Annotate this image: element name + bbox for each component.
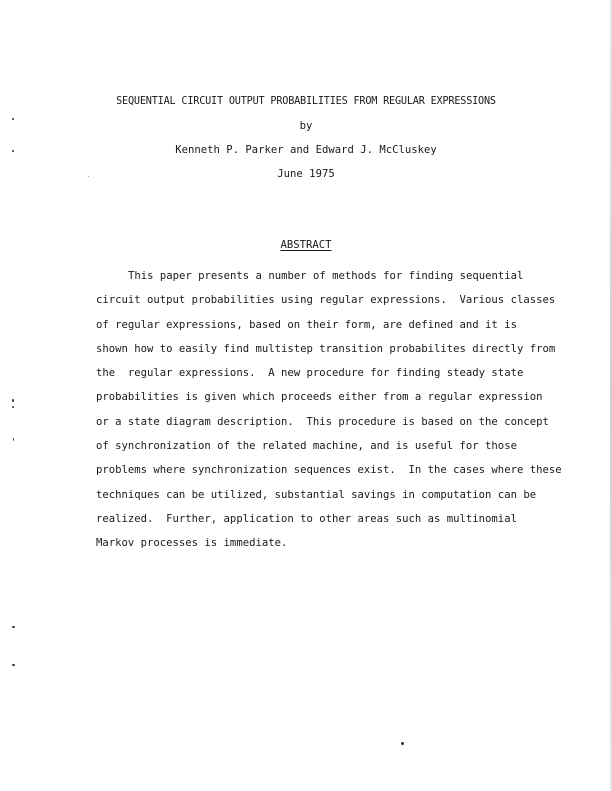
scan-speck <box>12 406 14 408</box>
abstract-line: techniques can be utilized, substantial savings in computation can be <box>96 488 537 501</box>
scan-speck <box>88 176 89 177</box>
abstract-line: or a state diagram description. This procedure is based on the concept <box>96 415 549 428</box>
abstract-line: realized. Further, application to other areas such as multinomial <box>96 512 517 525</box>
scan-speck <box>12 150 14 152</box>
scan-speck <box>12 664 15 666</box>
authors: Kenneth P. Parker and Edward J. McCluskey <box>175 144 437 156</box>
abstract-line: circuit output probabilities using regular expressions. Various classes <box>96 294 556 307</box>
scan-speck <box>13 438 14 441</box>
abstract-line: of synchronization of the related machine, and is useful for those <box>96 440 517 453</box>
abstract-line: the regular expressions. A new procedure for finding steady state <box>96 367 524 380</box>
publication-date: June 1975 <box>277 168 335 180</box>
byline-by: by <box>299 120 313 132</box>
abstract-heading: ABSTRACT <box>280 239 332 251</box>
scan-speck <box>12 399 14 402</box>
abstract-line: problems where synchronization sequences exist. In the cases where these <box>96 464 562 477</box>
scan-speck <box>401 742 404 745</box>
abstract-line: shown how to easily find multistep transition probabilites directly from <box>96 342 556 355</box>
abstract-line: probabilities is given which proceeds either from a regular expression <box>96 391 543 404</box>
abstract-body <box>96 264 562 556</box>
paper-title: SEQUENTIAL CIRCUIT OUTPUT PROBABILITIES FROM REGULAR EXPRESSIONS <box>116 96 496 107</box>
abstract-line: of regular expressions, based on their form, are defined and it is <box>96 318 517 331</box>
abstract-line: This paper presents a number of methods for finding sequential <box>128 270 524 282</box>
scan-speck <box>12 626 15 628</box>
scan-speck <box>12 118 14 120</box>
abstract-line: Markov processes is immediate. <box>96 537 288 550</box>
